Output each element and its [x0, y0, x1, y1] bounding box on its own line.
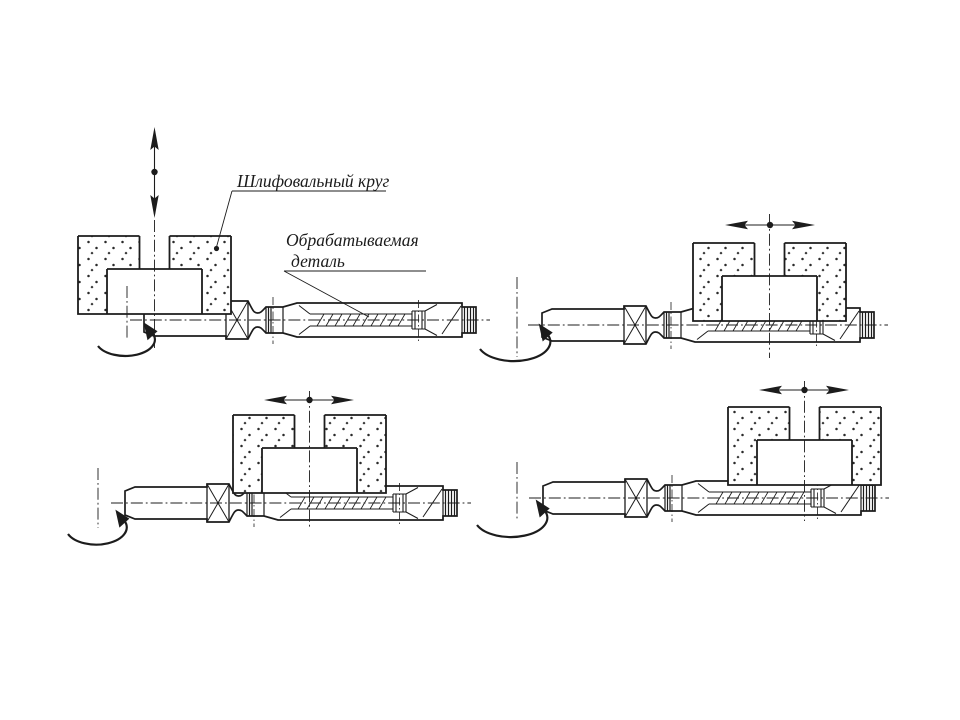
- abrasive-stipple: [785, 243, 847, 276]
- abrasive-stipple: [202, 269, 231, 314]
- diagram-top-left: [78, 127, 490, 356]
- workpiece-label-line2: деталь: [291, 251, 345, 271]
- abrasive-stipple: [820, 407, 882, 440]
- diagram-bottom-left: [68, 391, 471, 545]
- abrasive-stipple: [233, 448, 262, 493]
- abrasive-stipple: [693, 243, 755, 276]
- abrasive-stipple: [233, 415, 295, 448]
- diagram-bottom-right: [477, 381, 889, 537]
- workpiece-label-line1: Обрабатываемая: [286, 230, 419, 250]
- abrasive-stipple: [728, 440, 757, 485]
- rotation-arc-icon: [477, 500, 550, 537]
- double-arrow-vertical-icon: [150, 127, 158, 218]
- abrasive-stipple: [78, 269, 107, 314]
- rotation-arc-icon: [98, 322, 158, 356]
- abrasive-stipple: [852, 440, 881, 485]
- grinding-wheel-leader-dot: [214, 246, 219, 251]
- abrasive-stipple: [78, 236, 140, 269]
- annotation-layer: [214, 171, 426, 317]
- diagram-top-right: [480, 214, 888, 361]
- abrasive-stipple: [357, 448, 386, 493]
- abrasive-stipple: [693, 276, 722, 321]
- double-arrow-horizontal-icon: [725, 221, 815, 229]
- abrasive-stipple: [325, 415, 387, 448]
- abrasive-stipple: [170, 236, 232, 269]
- grinding-wheel-label: Шлифовальный круг: [237, 171, 390, 191]
- rotation-arc-icon: [480, 324, 553, 362]
- abrasive-stipple: [817, 276, 846, 321]
- abrasive-stipple: [728, 407, 790, 440]
- double-arrow-horizontal-icon: [759, 386, 849, 394]
- double-arrow-horizontal-icon: [264, 396, 354, 404]
- rotation-arc-icon: [68, 510, 129, 545]
